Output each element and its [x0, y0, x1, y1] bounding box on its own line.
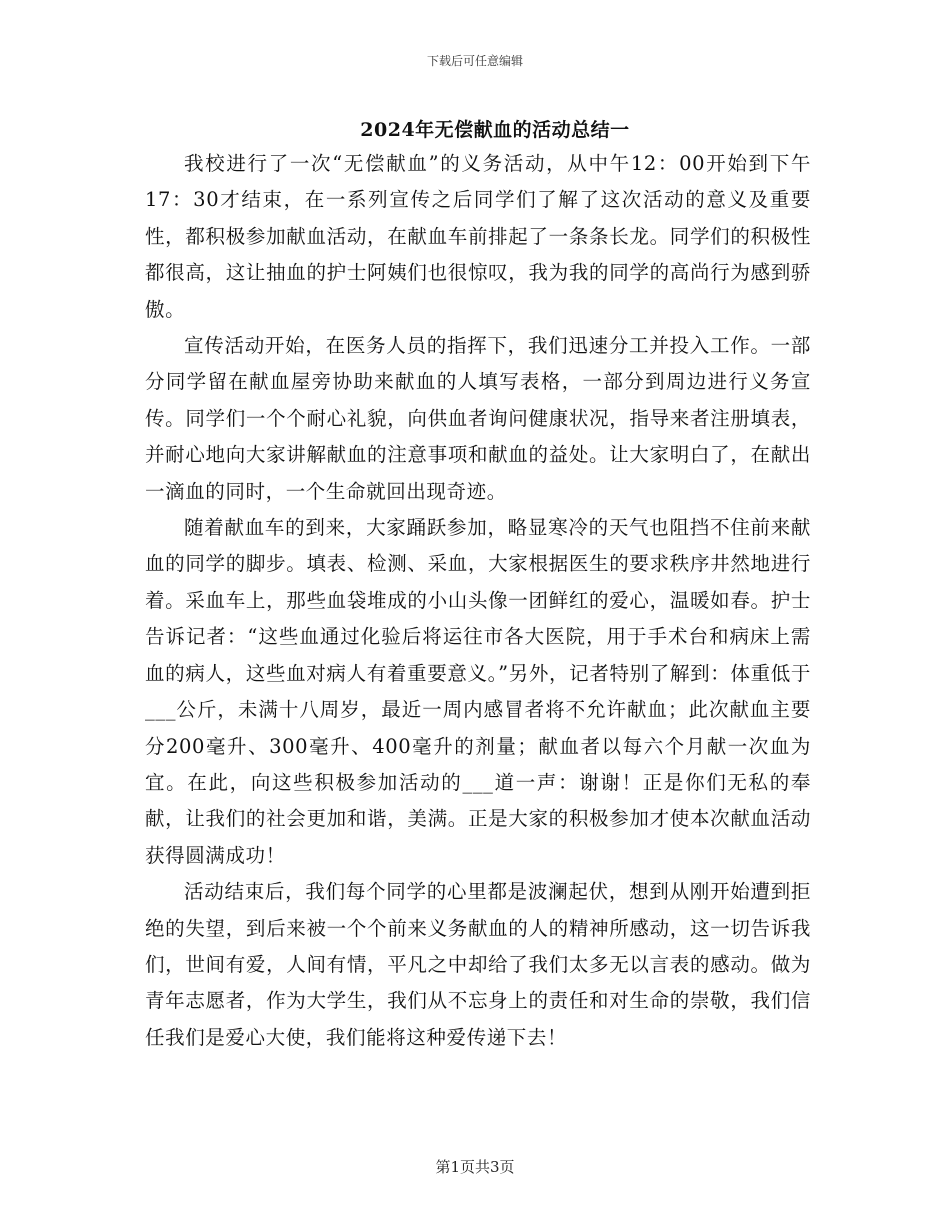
paragraph-3: 随着献血车的到来，大家踊跃参加，略显寒冷的天气也阻挡不住前来献血的同学的脚步。填表、检测、采血，大家根据医生的要求秩序井然地进行着。采血车上，那些血袋堆成的小山头像一团鲜红的爱心，温暖如春。护士告诉记者：“这些血通过化验后将运往市各大医院，用于手术台和病床上需血的病人，这些血对病人有着重要意义。”另外，记者特别了解到：体重低于___公斤，未满十八周岁，最近一周内感冒者将不允许献血；此次献血主要分200毫升、300毫升、400毫升的剂量；献血者以每六个月献一次血为宜。在此，向这些积极参加活动的___道一声：谢谢！正是你们无私的奉献，让我们的社会更加和谐，美满。正是大家的积极参加才使本次献血活动获得圆满成功！ — [145, 516, 811, 867]
header-note: 下载后可任意编辑 — [426, 54, 523, 68]
paragraph-4: 活动结束后，我们每个同学的心里都是波澜起伏，想到从刚开始遭到拒绝的失望，到后来被一个个前来义务献血的人的精神所感动，这一切告诉我们，世间有爱，人间有情，平凡之中却给了我们太多无以言表的感动。做为青年志愿者，作为大学生，我们从不忘身上的责任和对生命的崇敬，我们信任我们是爱心大使，我们能将这种爱传递下去！ — [145, 880, 811, 1049]
page-number: 第1页共3页 — [435, 1158, 515, 1176]
paragraph-2: 宣传活动开始，在医务人员的指挥下，我们迅速分工并投入工作。一部分同学留在献血屋旁协助来献血的人填写表格，一部分到周边进行义务宣传。同学们一个个耐心礼貌，向供血者询问健康状况，指导来者注册填表，并耐心地向大家讲解献血的注意事项和献血的益处。让大家明白了，在献出一滴血的同时，一个生命就回出现奇迹。 — [145, 334, 811, 503]
paragraph-1: 我校进行了一次“无偿献血”的义务活动，从中午12：00开始到下午17：30才结束，在一系列宣传之后同学们了解了这次活动的意义及重要性，都积极参加献血活动，在献血车前排起了一条条长龙。同学们的积极性都很高，这让抽血的护士阿姨们也很惊叹，我为我的同学的高尚行为感到骄傲。 — [145, 152, 811, 321]
document-body — [145, 146, 811, 1056]
document-title: 2024年无偿献血的活动总结一 — [360, 119, 630, 141]
